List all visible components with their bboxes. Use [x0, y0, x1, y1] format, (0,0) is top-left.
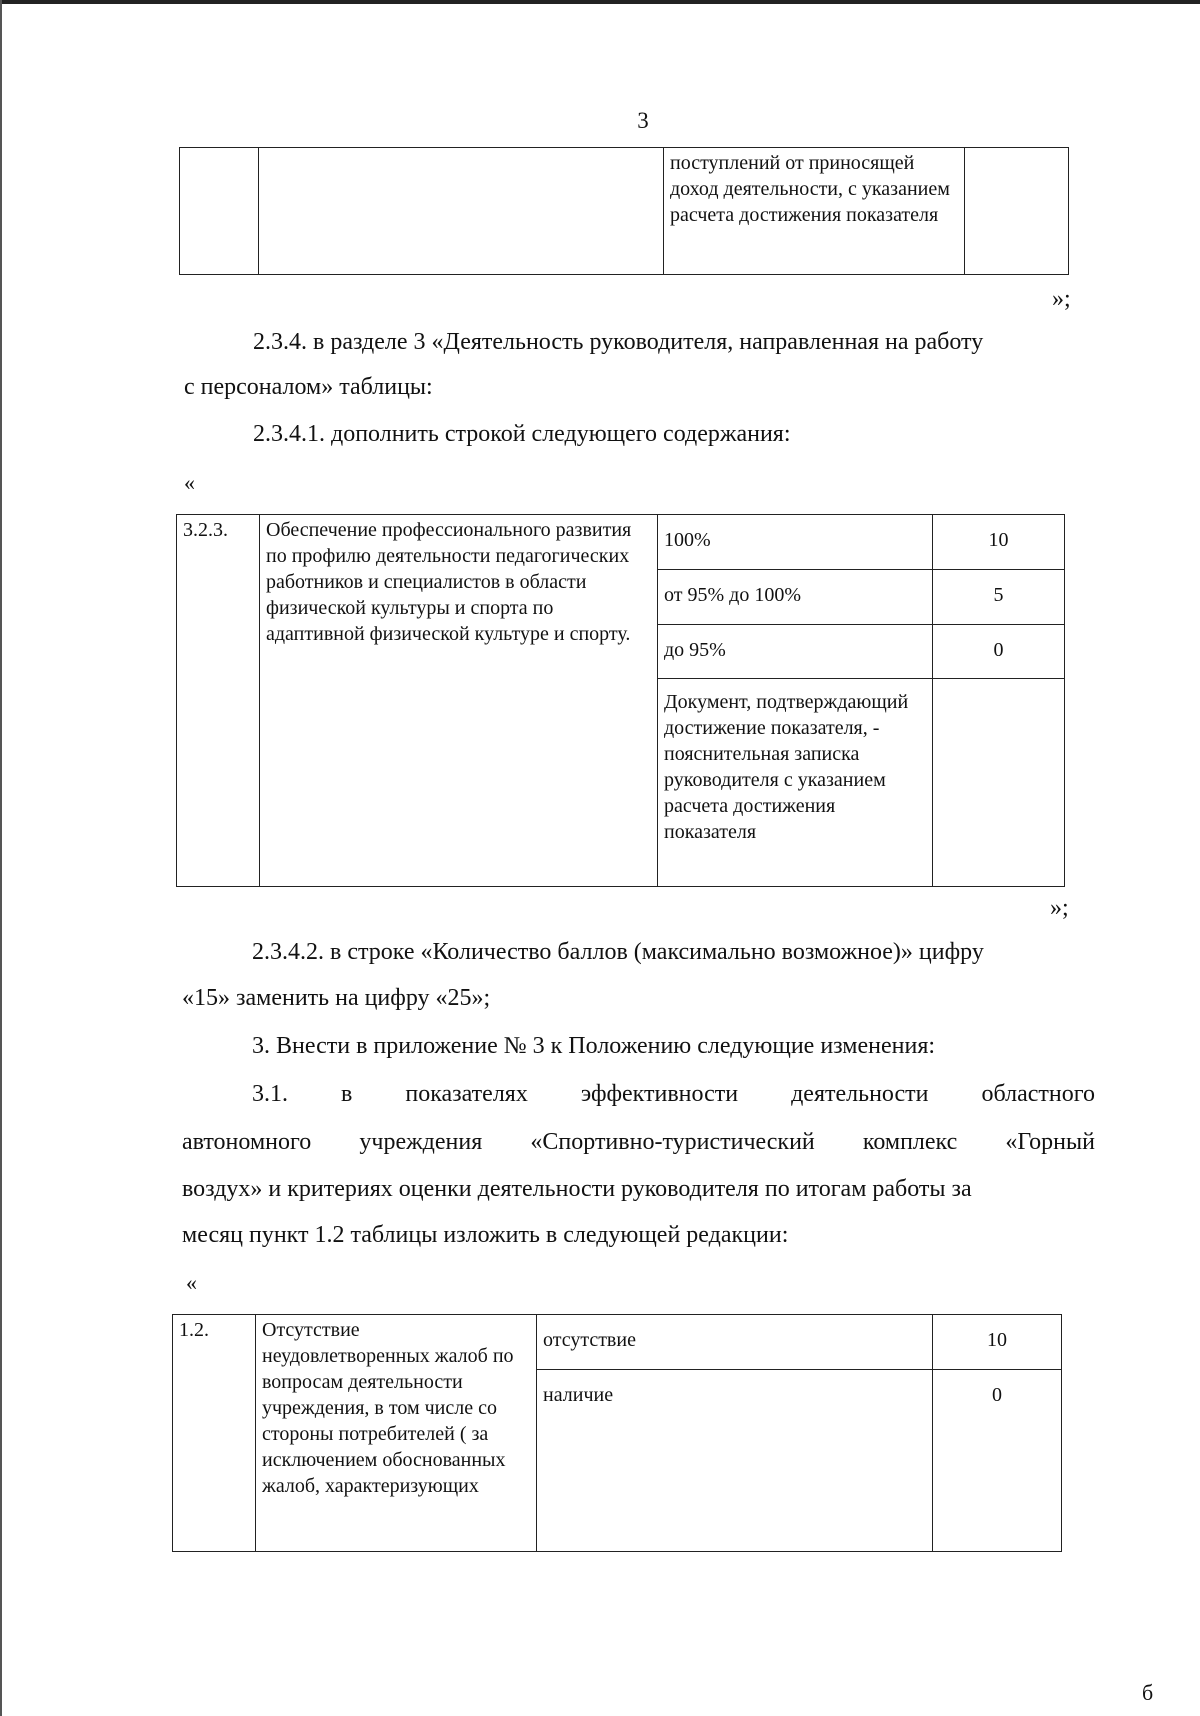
handwritten-mark: б: [1142, 1680, 1154, 1705]
criterion-score: 0: [933, 625, 1065, 679]
paragraph-line: 2.3.4.2. в строке «Количество баллов (максимально возможное)» цифру: [252, 939, 984, 965]
criterion-label: отсутствие: [537, 1315, 933, 1370]
criterion-score: 0: [933, 1370, 1062, 1552]
paragraph-line: «15» заменить на цифру «25»;: [182, 985, 491, 1011]
row-description: Отсутствие неудовлетворенных жалоб по вопросам деятельности учреждения, в том числе со стороны потребителей ( за исключением обоснованных жалоб, характеризующих: [256, 1315, 537, 1552]
paragraph-line: 2.3.4.1. дополнить строкой следующего содержания:: [253, 421, 791, 447]
row-number: 3.2.3.: [177, 515, 260, 887]
criterion-label: 100%: [658, 515, 933, 570]
table-continuation: [179, 147, 1069, 275]
open-quote: «: [184, 470, 195, 495]
criterion-label: до 95%: [658, 625, 933, 679]
scan-border-top: [0, 0, 1200, 4]
close-quote: »;: [1052, 286, 1071, 312]
table-staff-development: [176, 514, 1065, 887]
criterion-label: наличие: [537, 1370, 933, 1552]
close-quote: »;: [1050, 895, 1069, 921]
criterion-score: 10: [933, 1315, 1062, 1370]
paragraph-line: 3.1. в показателях эффективности деятельности областного: [252, 1081, 1095, 1107]
table-cell-empty-3: [965, 148, 1069, 275]
paragraph-line: 2.3.4. в разделе 3 «Деятельность руководителя, направленная на работу: [253, 329, 984, 355]
table-cell-text: поступлений от приносящей доход деятельности, с указанием расчета достижения показателя: [664, 148, 965, 275]
table-complaints: [172, 1314, 1062, 1552]
criterion-score: 5: [933, 570, 1065, 625]
document-description: Документ, подтверждающий достижение показателя, - пояснительная записка руководителя с указанием расчета достижения показателя: [658, 679, 933, 887]
table-cell-empty-2: [259, 148, 664, 275]
scan-border-left: [0, 0, 2, 1716]
paragraph-line: воздух» и критериях оценки деятельности руководителя по итогам работы за: [182, 1176, 972, 1202]
paragraph-line: с персоналом» таблицы:: [184, 374, 433, 400]
row-number: 1.2.: [173, 1315, 256, 1552]
criterion-label: от 95% до 100%: [658, 570, 933, 625]
paragraph-line: месяц пункт 1.2 таблицы изложить в следующей редакции:: [182, 1222, 789, 1248]
paragraph-line: 3. Внести в приложение № 3 к Положению следующие изменения:: [252, 1033, 936, 1059]
table-cell-empty-1: [180, 148, 259, 275]
table-cell-empty: [933, 679, 1065, 887]
criterion-score: 10: [933, 515, 1065, 570]
open-quote: «: [186, 1270, 197, 1295]
paragraph-line: автономного учреждения «Спортивно-туристический комплекс «Горный: [182, 1129, 1095, 1155]
row-description: Обеспечение профессионального развития по профилю деятельности педагогических работников и специалистов в области физической культуры и спорта по адаптивной физической культуре и спорту.: [260, 515, 658, 887]
page-number: 3: [637, 108, 649, 133]
